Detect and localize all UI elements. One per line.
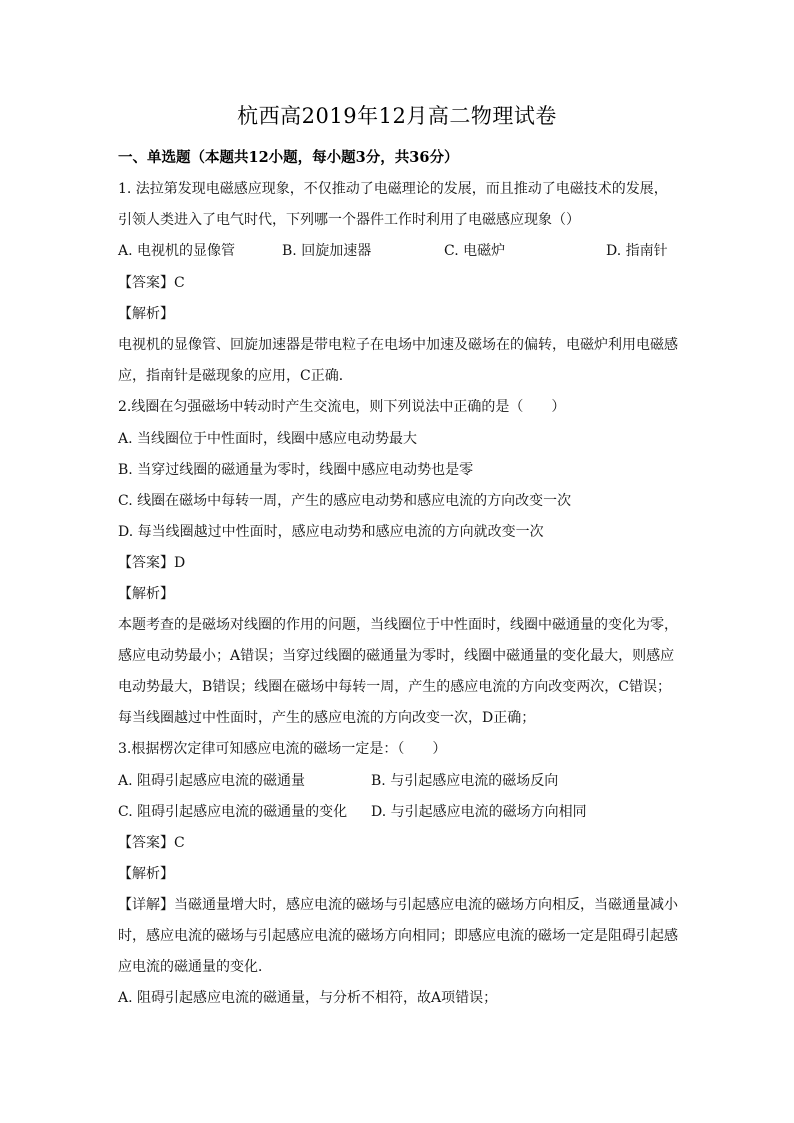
q3-analysis-line-2: 时，感应电流的磁场与引起感应电流的磁场方向相同；即感应电流的磁场一定是阻碍引起感 [118, 928, 678, 944]
q3-option-c: C. 阻碍引起感应电流的磁通量的变化 [118, 804, 348, 820]
q1-option-d: D. 指南针 [606, 243, 668, 259]
q1-analysis-line-2: 应，指南针是磁现象的应用，C正确． [118, 368, 353, 384]
q1-stem-line-1: 1. 法拉第发现电磁感应现象，不仅推动了电磁理论的发展，而且推动了电磁技术的发展， [118, 181, 668, 197]
q1-option-b: B. 回旋加速器 [282, 243, 372, 259]
q3-analysis-label: 【解析】 [118, 866, 174, 882]
q1-answer: 【答案】C [118, 275, 185, 291]
q3-option-a: A. 阻碍引起感应电流的磁通量 [118, 773, 306, 789]
page-title: 杭西高2019年12月高二物理试卷 [237, 104, 557, 128]
q1-option-c: C. 电磁炉 [444, 243, 506, 259]
q3-analysis-line-3: 应电流的磁通量的变化． [118, 959, 272, 975]
q3-option-b: B. 与引起感应电流的磁场反向 [371, 773, 559, 789]
q3-answer: 【答案】C [118, 835, 185, 851]
q2-stem: 2.线圈在匀强磁场中转动时产生交流电，则下列说法中正确的是（ ） [118, 399, 566, 415]
q2-option-a: A. 当线圈位于中性面时，线圈中感应电动势最大 [118, 431, 418, 447]
q2-option-c: C. 线圈在磁场中每转一周，产生的感应电动势和感应电流的方向改变一次 [118, 493, 572, 509]
q3-option-d: D. 与引起感应电流的磁场方向相同 [371, 804, 587, 820]
q1-analysis-label: 【解析】 [118, 306, 174, 322]
q2-option-d: D. 每当线圈越过中性面时，感应电动势和感应电流的方向就改变一次 [118, 524, 544, 540]
q2-analysis-line-4: 每当线圈越过中性面时，产生的感应电流的方向改变一次，D正确； [118, 710, 536, 726]
q3-analysis-line-1: 【详解】当磁通量增大时，感应电流的磁场与引起感应电流的磁场方向相反，当磁通量减小 [118, 897, 678, 913]
section-heading: 一、单选题（本题共12小题，每小题3分，共36分） [118, 149, 459, 166]
q2-analysis-label: 【解析】 [118, 586, 174, 602]
q3-stem: 3.根据楞次定律可知感应电流的磁场一定是：（ ） [118, 741, 447, 757]
q2-analysis-line-3: 电动势最大，B错误；线圈在磁场中每转一周，产生的感应电流的方向改变两次，C错误； [118, 679, 671, 695]
q3-analysis-line-4: A. 阻碍引起感应电流的磁通量，与分析不相符，故A项错误； [118, 990, 498, 1006]
q1-stem-line-2: 引领人类进入了电气时代，下列哪一个器件工作时利用了电磁感应现象（） [118, 212, 580, 228]
q1-analysis-line-1: 电视机的显像管、回旋加速器是带电粒子在电场中加速及磁场在的偏转，电磁炉利用电磁感 [118, 337, 678, 353]
q2-answer: 【答案】D [118, 555, 186, 571]
q2-option-b: B. 当穿过线圈的磁通量为零时，线圈中感应电动势也是零 [118, 462, 474, 478]
q1-option-a: A. 电视机的显像管 [118, 243, 236, 259]
q2-analysis-line-2: 感应电动势最小；A错误；当穿过线圈的磁通量为零时，线圈中磁通量的变化最大，则感应 [118, 648, 675, 664]
q2-analysis-line-1: 本题考查的是磁场对线圈的作用的问题，当线圈位于中性面时，线圈中磁通量的变化为零， [118, 617, 678, 633]
